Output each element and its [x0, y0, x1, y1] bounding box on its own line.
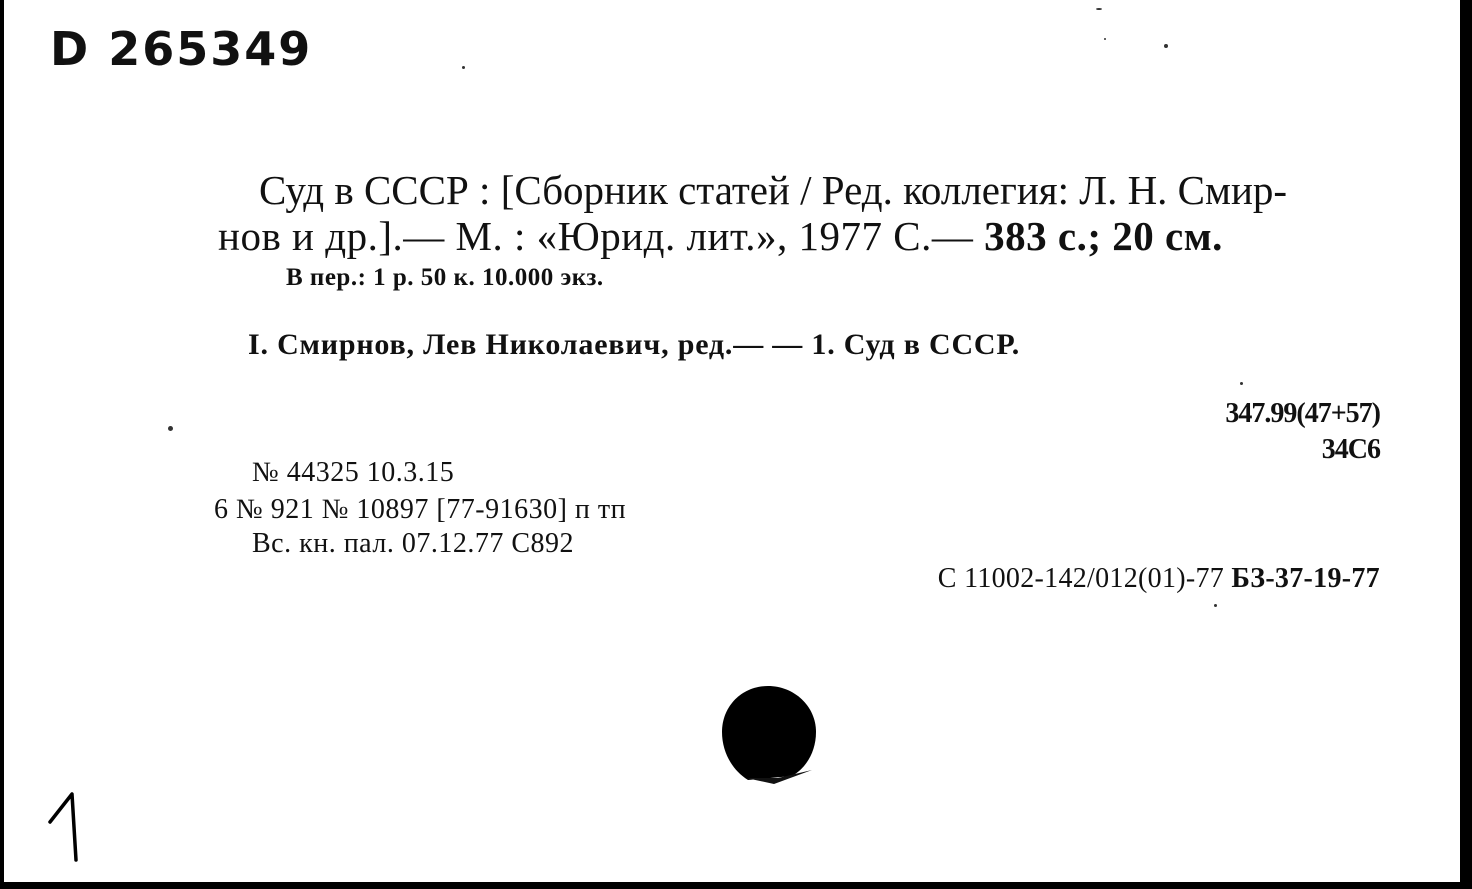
tracing-line: I. Смирнов, Лев Николаевич, ред.— — 1. Суд в СССР.: [248, 328, 1021, 361]
handwritten-mark: [42, 788, 102, 868]
author-mark: 34С6: [1321, 434, 1380, 465]
catalog-card: [4, 0, 1462, 882]
speck: [1164, 44, 1168, 48]
publication-code: С 11002-142/012(01)-77: [937, 563, 1232, 594]
title-line-2-extent: 383 с.; 20 см.: [984, 213, 1223, 259]
inventory-number: D 265349: [50, 22, 313, 76]
speck: [1240, 382, 1243, 385]
price-line: В пер.: 1 р. 50 к. 10.000 экз.: [286, 264, 604, 291]
speck: [1104, 38, 1106, 40]
title-line-2: [218, 212, 1223, 260]
punch-hole-icon: [718, 682, 818, 786]
speck: [462, 66, 465, 69]
title-line-2-start: нов и др.].— М. : «Юрид. лит.», 1977 С.—: [218, 213, 985, 259]
speck: [168, 426, 173, 431]
speck: [1096, 8, 1102, 10]
speck: [1214, 604, 1217, 607]
tech-line-2: 6 № 921 № 10897 [77-91630] п тп: [214, 494, 627, 525]
classification-index: 347.99(47+57): [1225, 398, 1380, 429]
tech-line-1: № 44325 10.3.15: [252, 457, 455, 488]
tech-line-3: Вс. кн. пал. 07.12.77 С892: [252, 528, 574, 559]
catalog-code: БЗ-37-19-77: [1231, 563, 1380, 594]
title-line-1: Суд в СССР : [Сборник статей / Ред. коллегия: Л. Н. Смир-: [259, 167, 1288, 213]
publication-code-line: [938, 563, 1380, 595]
